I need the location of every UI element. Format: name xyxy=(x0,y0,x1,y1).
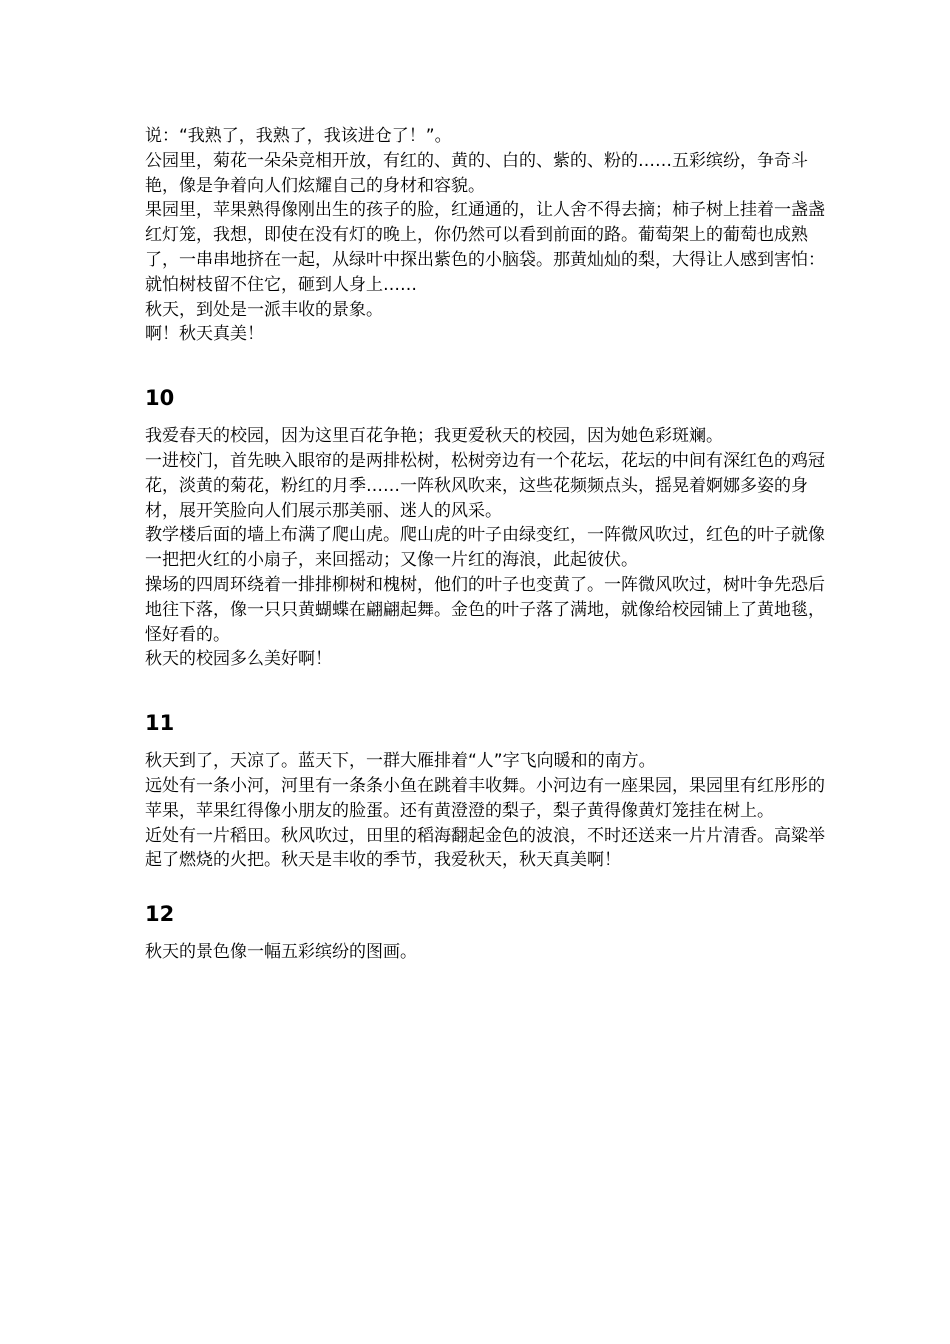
paragraph: 操场的四周环绕着一排排柳树和槐树，他们的叶子也变黄了。一阵微风吹过，树叶争先恐后地往下落，像一只只黄蝴蝶在翩翩起舞。金色的叶子落了满地，就像给校园铺上了黄地毯，怪好看的。 xyxy=(145,574,825,645)
section-number: 10 xyxy=(145,386,175,411)
section-number: 12 xyxy=(145,902,175,927)
paragraph: 一进校门，首先映入眼帘的是两排松树，松树旁边有一个花坛，花坛的中间有深红色的鸡冠花，淡黄的菊花，粉红的月季……一阵秋风吹来，这些花频频点头，摇晃着婀娜多姿的身材，展开笑脸向人们展示那美丽、迷人的风采。 xyxy=(145,450,825,521)
paragraph: 果园里，苹果熟得像刚出生的孩子的脸，红通通的，让人舍不得去摘；柿子树上挂着一盏盏红灯笼，我想，即使在没有灯的晚上，你仍然可以看到前面的路。葡萄架上的葡萄也成熟了，一串串地挤在一起，从绿叶中探出紫色的小脑袋。那黄灿灿的梨，大得让人感到害怕：就怕树枝留不住它，砸到人身上…… xyxy=(145,200,825,295)
paragraph: 远处有一条小河，河里有一条条小鱼在跳着丰收舞。小河边有一座果园，果园里有红彤彤的苹果，苹果红得像小朋友的脸蛋。还有黄澄澄的梨子，梨子黄得像黄灯笼挂在树上。 xyxy=(145,775,825,821)
paragraph: 秋天，到处是一派丰收的景象。 xyxy=(145,299,383,320)
paragraph: 啊！秋天真美！ xyxy=(145,324,264,345)
paragraph: 公园里，菊花一朵朵竞相开放，有红的、黄的、白的、紫的、粉的……五彩缤纷，争奇斗艳，像是争着向人们炫耀自己的身材和容貌。 xyxy=(145,150,808,196)
paragraph: 我爱春天的校园，因为这里百花争艳；我更爱秋天的校园，因为她色彩斑斓。 xyxy=(145,426,723,447)
paragraph: 教学楼后面的墙上布满了爬山虎。爬山虎的叶子由绿变红，一阵微风吹过，红色的叶子就像一把把火红的小扇子，来回摇动；又像一片红的海浪，此起彼伏。 xyxy=(145,525,825,571)
paragraph: 近处有一片稻田。秋风吹过，田里的稻海翻起金色的波浪，不时还送来一片片清香。高粱举起了燃烧的火把。秋天是丰收的季节，我爱秋天，秋天真美啊！ xyxy=(145,825,825,871)
paragraph: 秋天的校园多么美好啊！ xyxy=(145,649,332,670)
paragraph: 秋天的景色像一幅五彩缤纷的图画。 xyxy=(145,942,417,963)
paragraph: 秋天到了，天凉了。蓝天下，一群大雁排着“人”字飞向暖和的南方。 xyxy=(145,751,656,772)
document-body xyxy=(145,124,825,965)
paragraph: 说：“我熟了，我熟了，我该进仓了！”。 xyxy=(145,126,452,146)
section-number: 11 xyxy=(145,711,175,736)
